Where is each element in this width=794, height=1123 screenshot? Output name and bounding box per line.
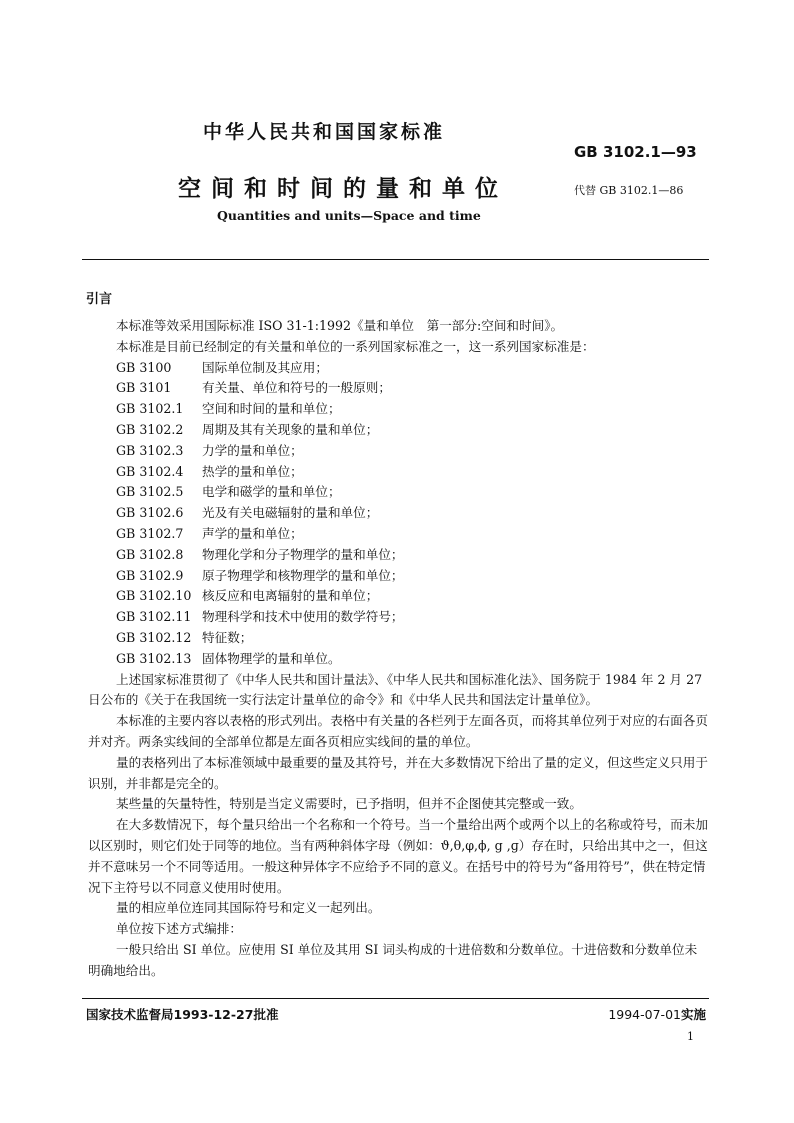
paragraph-table-layout: 本标准的主要内容以表格的形式列出。表格中有关量的各栏列于左面各页，而将其单位列于对应的右面各页并对齐。两条实线间的全部单位都是左面各页相应实线间的量的单位。 — [88, 713, 708, 749]
intro-paragraph-2: 本标准是目前已经制定的有关量和单位的一系列国家标准之一，这一系列国家标准是： — [116, 338, 595, 354]
chinese-title: 空间和时间的量和单位 — [178, 176, 508, 202]
standards-list — [88, 358, 708, 670]
standard-code: GB 3102.1—93 — [574, 143, 697, 161]
list-item — [88, 441, 708, 462]
paragraph-legal-basis: 上述国家标准贯彻了《中华人民共和国计量法》、《中华人民共和国标准化法》、国务院于 1984 年 2 月 27 日公布的《关于在我国统一实行法定计量单位的命令》和《中华人民共和国法定计量单位》。 — [88, 671, 703, 708]
list-item-title: 物理化学和分子物理学的量和单位； — [202, 546, 404, 562]
list-item — [88, 586, 708, 607]
list-item-code: GB 3102.10 — [116, 588, 192, 604]
paragraph-vector-character: 某些量的矢量特性，特别是当定义需要时，已予指明，但并不企图使其完整或一致。 — [116, 796, 582, 812]
list-item-title: 力学的量和单位； — [202, 442, 303, 458]
list-item-title: 声学的量和单位； — [202, 525, 303, 541]
national-standard-title: 中华人民共和国国家标准 — [203, 121, 446, 143]
paragraph-si-units: 一般只给出 SI 单位。应使用 SI 单位及其用 SI 词头构成的十进倍数和分数单位。十进倍数和分数单位未明确地给出。 — [88, 941, 698, 978]
list-item-title: 核反应和电离辐射的量和单位； — [202, 588, 379, 604]
list-item-title: 固体物理学的量和单位。 — [202, 650, 341, 666]
approval-line: 国家技术监督局1993-12-27批准 — [86, 1007, 279, 1022]
implementation-line — [608, 1005, 706, 1023]
list-item-code: GB 3102.4 — [116, 463, 184, 479]
list-item-title: 电学和磁学的量和单位； — [202, 484, 341, 500]
list-item — [88, 378, 708, 399]
list-item — [88, 482, 708, 503]
list-item — [88, 503, 708, 524]
list-item-title: 特征数； — [202, 629, 253, 645]
list-item-code: GB 3100 — [116, 359, 172, 375]
bottom-divider — [82, 998, 709, 999]
list-item-code: GB 3102.5 — [116, 484, 184, 500]
list-item-code: GB 3102.2 — [116, 421, 184, 437]
list-item — [88, 628, 708, 649]
implementation-date: 1994-07-01 — [608, 1007, 681, 1022]
list-item-title: 光及有关电磁辐射的量和单位； — [202, 505, 379, 521]
list-item — [88, 462, 708, 483]
list-item — [88, 545, 708, 566]
list-item — [88, 566, 708, 587]
intro-paragraph-1: 本标准等效采用国际标准 ISO 31-1:1992《量和单位 第一部分:空间和时间》。 — [116, 318, 564, 333]
list-item — [88, 649, 708, 670]
list-item — [88, 524, 708, 545]
list-item — [88, 358, 708, 379]
english-title: Quantities and units—Space and time — [217, 208, 481, 223]
list-item-title: 国际单位制及其应用； — [202, 359, 328, 375]
page-number: 1 — [687, 1030, 694, 1043]
list-item-title: 原子物理学和核物理学的量和单位； — [202, 567, 404, 583]
list-item-code: GB 3101 — [116, 380, 172, 396]
list-item-code: GB 3102.9 — [116, 567, 184, 583]
body-text — [88, 316, 708, 982]
paragraph-units-arrangement: 单位按下述方式编排： — [116, 921, 242, 937]
list-item-code: GB 3102.12 — [116, 629, 192, 645]
list-item-code: GB 3102.6 — [116, 505, 184, 521]
paragraph-names-symbols: 在大多数情况下，每个量只给出一个名称和一个符号。当一个量给出两个或两个以上的名称或符号，而未加以区别时，则它们处于同等的地位。当有两种斜体字母（例如：ϑ,θ,φ,ϕ, g ,ɡ）存在时，只给出其中之一，但这并不意味另一个不同等适用。一般这种异体字不应给予不同的意义。在括号中的符号为“备用符号”，供在特定情况下主符号以不同意义使用时使用。 — [88, 817, 708, 895]
top-divider — [82, 259, 709, 260]
list-item — [88, 420, 708, 441]
implementation-label: 实施 — [680, 1007, 706, 1022]
list-item-code: GB 3102.8 — [116, 546, 184, 562]
list-item-title: 有关量、单位和符号的一般原则； — [202, 380, 391, 396]
list-item-code: GB 3102.1 — [116, 401, 184, 417]
section-heading-introduction: 引言 — [86, 292, 113, 307]
list-item — [88, 399, 708, 420]
paragraph-units-listed: 量的相应单位连同其国际符号和定义一起列出。 — [116, 900, 381, 916]
list-item-title: 物理科学和技术中使用的数学符号； — [202, 609, 404, 625]
list-item-code: GB 3102.3 — [116, 442, 184, 458]
paragraph-definitions: 量的表格列出了本标准领域中最重要的量及其符号，并在大多数情况下给出了量的定义，但这些定义只用于识别，并非都是完全的。 — [88, 754, 708, 791]
list-item-code: GB 3102.13 — [116, 650, 192, 666]
replaces-standard: 代替 GB 3102.1—86 — [574, 184, 684, 197]
list-item-code: GB 3102.7 — [116, 525, 184, 541]
list-item-code: GB 3102.11 — [116, 609, 192, 625]
list-item — [88, 607, 708, 628]
list-item-title: 周期及其有关现象的量和单位； — [202, 421, 379, 437]
list-item-title: 空间和时间的量和单位； — [202, 401, 341, 417]
list-item-title: 热学的量和单位； — [202, 463, 303, 479]
